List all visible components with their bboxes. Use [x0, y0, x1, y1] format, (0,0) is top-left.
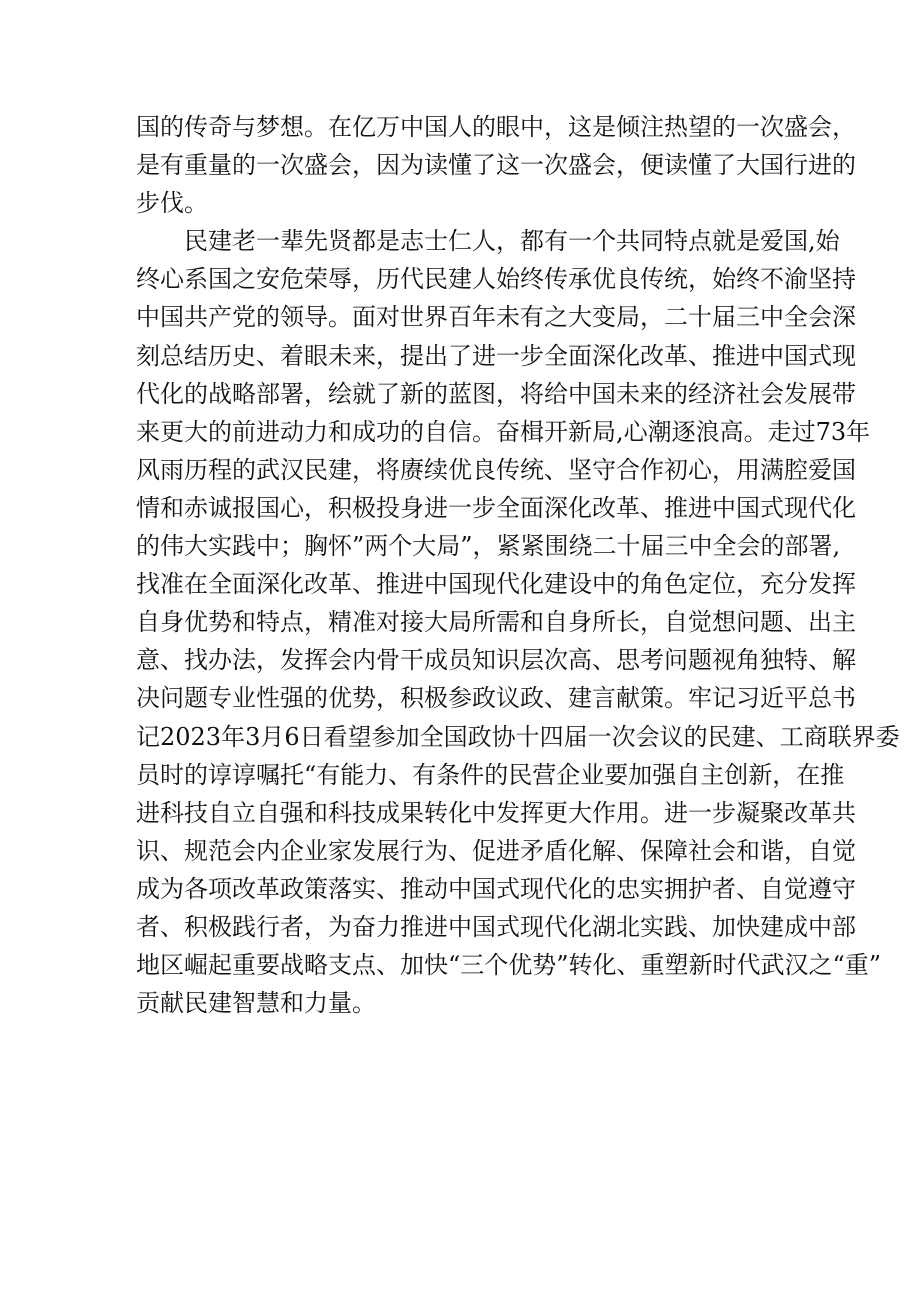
text-line: 贡献民建智慧和力量。 — [136, 989, 376, 1018]
text-line: 情和赤诚报国心，积极投身进一步全面深化改革、推进中国式现代化 — [136, 493, 856, 522]
text-line: 国的传奇与梦想。在亿万中国人的眼中，这是倾注热望的一次盛会， — [136, 113, 856, 141]
text-line: 刻总结历史、着眼未来，提出了进一步全面深化改革、推进中国式现 — [136, 341, 856, 370]
text-line: 终心系国之安危荣辱，历代民建人始终传承优良传统，始终不渝坚持 — [136, 265, 856, 294]
text-line: 成为各项改革政策落实、推动中国式现代化的忠实拥护者、自觉遵守 — [136, 874, 856, 903]
text-line: 步伐。 — [136, 189, 208, 218]
text-line: 来更大的前进动力和成功的自信。奋楫开新局,心潮逐浪高。走过73年 — [136, 417, 871, 446]
text-line: 找准在全面深化改革、推进中国现代化建设中的角色定位，充分发挥 — [136, 570, 856, 599]
text-line: 员时的谆谆嘱托“有能力、有条件的民营企业要加强自主创新，在推 — [136, 760, 845, 789]
text-line: 风雨历程的武汉民建，将赓续优良传统、坚守合作初心，用满腔爱国 — [136, 455, 856, 484]
text-line: 是有重量的一次盛会，因为读懂了这一次盛会，便读懂了大国行进的 — [136, 151, 856, 180]
paragraph-1 — [136, 108, 856, 222]
text-line: 意、找办法，发挥会内骨干成员知识层次高、思考问题视角独特、解 — [136, 646, 856, 675]
text-line: 代化的战略部署，绘就了新的蓝图，将给中国未来的经济社会发展带 — [136, 379, 856, 408]
text-line: 民建老一辈先贤都是志士仁人，都有一个共同特点就是爱国,始 — [184, 227, 840, 256]
text-line: 者、积极践行者，为奋力推进中国式现代化湖北实践、加快建成中部 — [136, 912, 856, 941]
text-line: 中国共产党的领导。面对世界百年未有之大变局，二十届三中全会深 — [136, 303, 856, 332]
paragraph-2 — [136, 222, 900, 1022]
text-line: 识、规范会内企业家发展行为、促进矛盾化解、保障社会和谐，自觉 — [136, 836, 856, 865]
body-text — [136, 108, 900, 1022]
text-line: 地区崛起重要战略支点、加快“三个优势”转化、重塑新时代武汉之“重” — [136, 951, 882, 980]
text-line: 决问题专业性强的优势，积极参政议政、建言献策。牢记习近平总书 — [136, 684, 856, 713]
text-line: 自身优势和特点，精准对接大局所需和自身所长，自觉想问题、出主 — [136, 608, 856, 637]
text-line: 的伟大实践中；胸怀”两个大局”，紧紧围绕二十届三中全会的部署, — [136, 532, 841, 561]
text-line: 进科技自立自强和科技成果转化中发挥更大作用。进一步凝聚改革共 — [136, 798, 856, 827]
text-line: 记2023年3月6日看望参加全国政协十四届一次会议的民建、工商联界委 — [136, 722, 900, 751]
